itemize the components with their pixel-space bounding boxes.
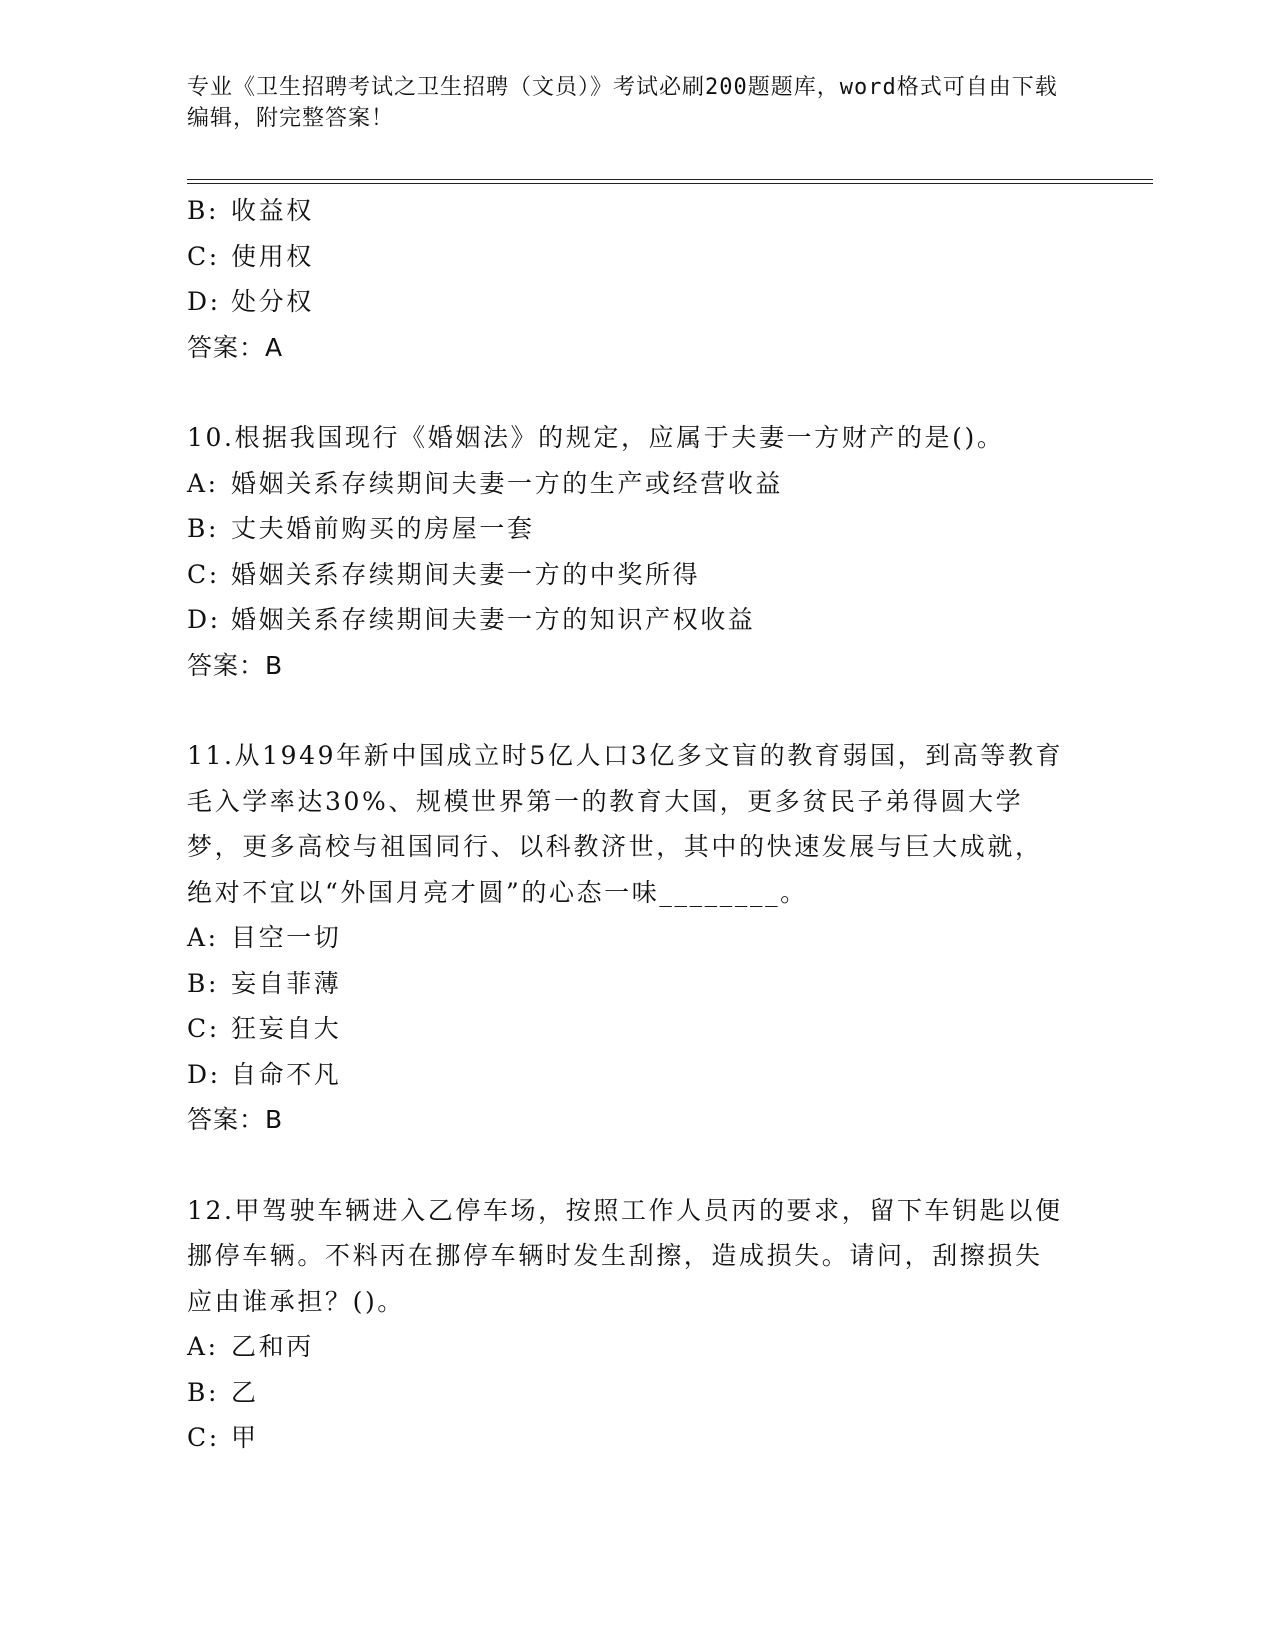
question-block-11 [187, 733, 1087, 1143]
option-c: C: 甲 [187, 1423, 259, 1452]
answer: 答案：B [187, 1105, 284, 1134]
question-block-10 [187, 415, 1087, 688]
option-b: B: 收益权 [187, 196, 314, 225]
question-stem: 10.根据我国现行《婚姻法》的规定，应属于夫妻一方财产的是()。 [187, 423, 1005, 452]
option-b: B: 妄自菲薄 [187, 968, 342, 998]
header-title: 专业《卫生招聘考试之卫生招聘（文员）》考试必刷200题题库，word格式可自由下载编辑，附完整答案！ [187, 75, 1058, 131]
option-b: B: 丈夫婚前购买的房屋一套 [187, 514, 535, 543]
option-a: A: 乙和丙 [187, 1332, 314, 1361]
question-list [187, 188, 1087, 1461]
option-b: B: 乙 [187, 1377, 259, 1407]
answer: 答案：B [187, 650, 284, 680]
header-divider-top [187, 179, 1153, 180]
question-block-9 [187, 188, 1087, 370]
header-divider-bottom [187, 183, 1153, 184]
option-a: A: 婚姻关系存续期间夫妻一方的生产或经营收益 [187, 468, 784, 498]
option-c: C: 婚姻关系存续期间夫妻一方的中奖所得 [187, 559, 701, 589]
document-header [187, 72, 1067, 134]
option-d: D: 婚姻关系存续期间夫妻一方的知识产权收益 [187, 605, 756, 634]
option-c: C: 使用权 [187, 241, 314, 271]
option-c: C: 狂妄自大 [187, 1014, 342, 1043]
question-stem: 12.甲驾驶车辆进入乙停车场，按照工作人员丙的要求，留下车钥匙以便挪停车辆。不料丙在挪停车辆时发生刮擦，造成损失。请问，刮擦损失应由谁承担？()。 [187, 1195, 1063, 1316]
answer: 答案：A [187, 332, 284, 362]
question-stem: 11.从1949年新中国成立时5亿人口3亿多文盲的教育弱国，到高等教育毛入学率达30%、规模世界第一的教育大国，更多贫民子弟得圆大学梦，更多高校与祖国同行、以科教济世，其中的快速发展与巨大成就，绝对不宜以“外国月亮才圆”的心态一味________。 [187, 741, 1064, 907]
option-d: D: 处分权 [187, 287, 314, 316]
question-block-12 [187, 1188, 1087, 1461]
option-a: A: 目空一切 [187, 923, 342, 952]
option-d: D: 自命不凡 [187, 1059, 342, 1089]
